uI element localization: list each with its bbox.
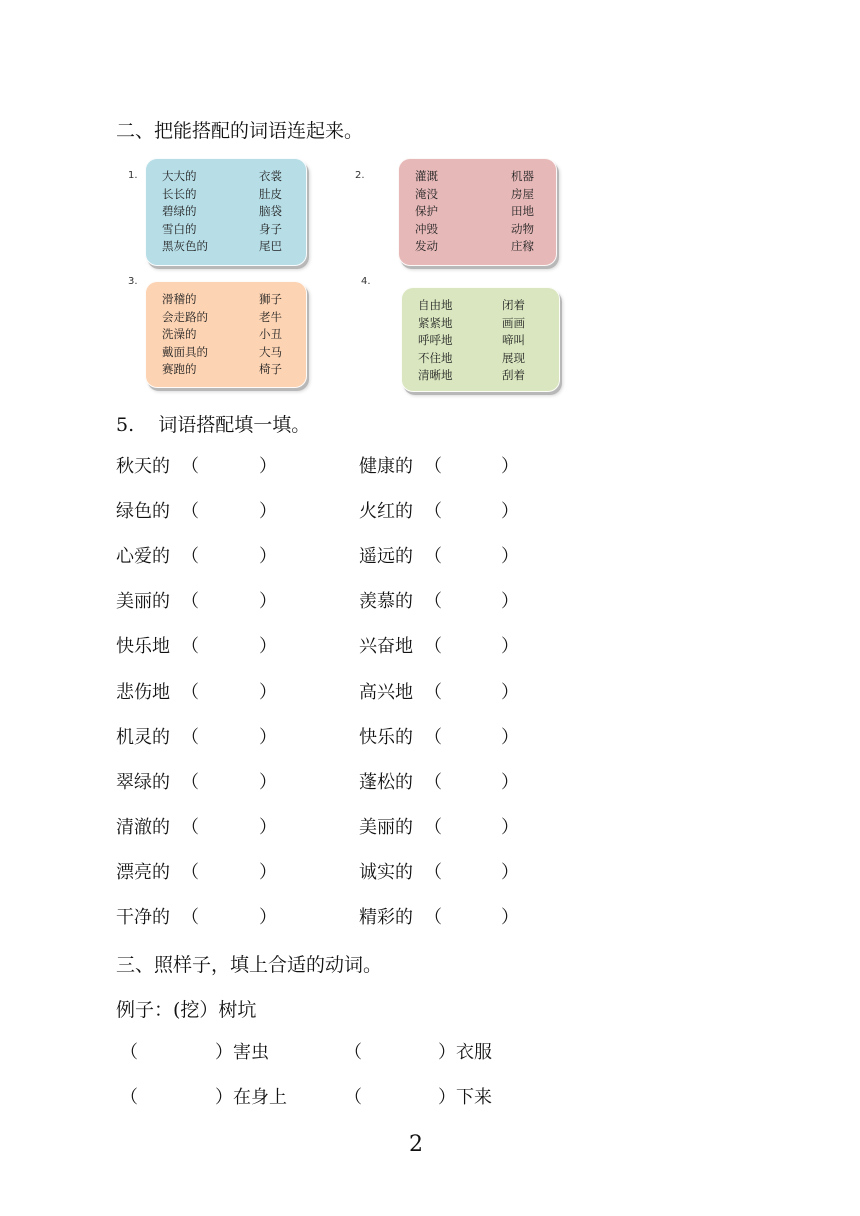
right-word: 闭着	[502, 298, 525, 312]
left-word: 紧紧地	[418, 315, 453, 330]
left-phrase: 心爱的	[116, 546, 170, 568]
right-phrase: 火红的	[359, 501, 413, 523]
right-word: 小丑	[259, 327, 282, 341]
box-row	[402, 315, 559, 332]
right-blank-close: ）	[501, 771, 519, 793]
box-3-number: 3.	[128, 276, 138, 287]
left-word: 长长的	[162, 186, 197, 201]
left-word: 碧绿的	[162, 204, 197, 218]
right-word: 机器	[511, 169, 534, 183]
section-3-heading: 三、照样子，填上合适的动词。	[116, 954, 383, 976]
left-blank-open: （	[181, 591, 199, 613]
left-word: 发动	[415, 239, 438, 253]
left-blank-close: ）	[259, 636, 277, 658]
left-word: 洗澡的	[162, 327, 197, 341]
left-blank-close: ）	[259, 726, 277, 748]
box-row	[146, 326, 306, 343]
right-word: 庄稼	[511, 239, 534, 253]
right-word: 衣裳	[259, 169, 282, 183]
left-phrase: 美丽的	[116, 591, 170, 613]
right-blank-open: （	[424, 726, 442, 748]
right-blank-close: ）	[501, 816, 519, 838]
left-phrase: 干净的	[116, 907, 170, 928]
fill-row	[116, 678, 536, 704]
box-row	[399, 238, 556, 255]
left-target: ）在身上	[215, 1087, 287, 1108]
right-blank-open: （	[424, 456, 442, 477]
right-word: 脑袋	[259, 204, 282, 218]
right-blank-close: ）	[501, 546, 519, 568]
right-word: 动物	[511, 221, 534, 236]
left-word: 呼呼地	[418, 333, 453, 347]
left-phrase: 机灵的	[116, 726, 170, 748]
box-row	[146, 361, 306, 378]
right-target: ）衣服	[438, 1042, 492, 1063]
left-blank-close: ）	[259, 816, 277, 838]
box-row	[399, 186, 556, 203]
fill-row	[116, 587, 536, 613]
left-word: 会走路的	[162, 309, 208, 324]
section-5-heading: 5. 词语搭配填一填。	[116, 414, 311, 436]
right-blank-close: ）	[501, 907, 519, 928]
right-phrase: 遥远的	[359, 546, 413, 568]
left-blank-close: ）	[259, 771, 277, 793]
left-blank-open: （	[120, 1042, 138, 1063]
right-word: 大马	[259, 344, 282, 359]
right-blank-open: （	[424, 501, 442, 523]
left-phrase: 漂亮的	[116, 861, 170, 883]
box-2-number: 2.	[355, 170, 365, 181]
matching-box-3	[145, 281, 307, 388]
verb-row	[116, 1083, 536, 1109]
right-blank-open: （	[424, 771, 442, 793]
fill-row	[116, 452, 536, 478]
box-row	[399, 221, 556, 238]
right-blank-open: （	[424, 816, 442, 838]
fill-row	[116, 723, 536, 749]
left-blank-open: （	[181, 546, 199, 568]
right-blank-open: （	[344, 1042, 362, 1063]
example-line: 例子：(挖）树坑	[116, 999, 257, 1021]
right-blank-open: （	[424, 681, 442, 703]
right-phrase: 精彩的	[359, 907, 413, 928]
box-row	[146, 168, 306, 185]
page-number: 2	[409, 1132, 423, 1157]
left-word: 保护	[415, 204, 438, 218]
box-4-number: 4.	[361, 276, 371, 287]
left-phrase: 秋天的	[116, 456, 170, 477]
right-blank-open: （	[424, 591, 442, 613]
right-phrase: 诚实的	[359, 861, 413, 883]
box-row	[146, 344, 306, 361]
right-blank-close: ）	[501, 726, 519, 748]
left-word: 戴面具的	[162, 344, 208, 359]
right-word: 展现	[502, 350, 525, 365]
box-row	[399, 168, 556, 185]
right-blank-open: （	[424, 907, 442, 928]
left-word: 冲毁	[415, 221, 438, 236]
right-blank-open: （	[424, 546, 442, 568]
left-phrase: 悲伤地	[116, 681, 170, 703]
left-blank-open: （	[181, 681, 199, 703]
fill-row	[116, 903, 536, 929]
right-word: 田地	[511, 204, 534, 218]
verb-row	[116, 1038, 536, 1064]
left-word: 灌溉	[415, 169, 438, 183]
right-phrase: 快乐的	[359, 726, 413, 748]
right-word: 椅子	[259, 362, 282, 376]
left-blank-close: ）	[259, 456, 277, 477]
right-word: 身子	[259, 221, 282, 236]
left-blank-open: （	[181, 861, 199, 883]
right-word: 房屋	[511, 186, 534, 201]
right-phrase: 羡慕的	[359, 591, 413, 613]
right-word: 尾巴	[259, 239, 282, 253]
box-row	[402, 350, 559, 367]
box-row	[402, 332, 559, 349]
right-phrase: 蓬松的	[359, 771, 413, 793]
left-blank-close: ）	[259, 907, 277, 928]
right-blank-close: ）	[501, 501, 519, 523]
box-row	[399, 203, 556, 220]
right-word: 老牛	[259, 309, 282, 324]
left-blank-close: ）	[259, 546, 277, 568]
left-word: 雪白的	[162, 221, 197, 236]
right-blank-close: ）	[501, 636, 519, 658]
right-blank-close: ）	[501, 591, 519, 613]
right-target: ）下来	[438, 1087, 492, 1108]
left-blank-open: （	[120, 1087, 138, 1108]
fill-row	[116, 858, 536, 884]
right-phrase: 健康的	[359, 456, 413, 477]
right-word: 刮着	[502, 368, 525, 382]
matching-box-1	[145, 158, 307, 266]
fill-row	[116, 768, 536, 794]
fill-row	[116, 813, 536, 839]
right-blank-close: ）	[501, 681, 519, 703]
matching-box-2	[398, 158, 557, 266]
fill-row	[116, 497, 536, 523]
left-word: 自由地	[418, 298, 453, 312]
left-word: 不住地	[418, 350, 453, 365]
right-phrase: 兴奋地	[359, 636, 413, 658]
left-word: 淹没	[415, 186, 438, 201]
matching-box-4	[401, 287, 560, 392]
box-row	[402, 367, 559, 384]
right-phrase: 美丽的	[359, 816, 413, 838]
right-blank-open: （	[344, 1087, 362, 1108]
box-row	[146, 221, 306, 238]
left-blank-close: ）	[259, 501, 277, 523]
left-phrase: 翠绿的	[116, 771, 170, 793]
left-blank-open: （	[181, 726, 199, 748]
right-blank-open: （	[424, 636, 442, 658]
left-word: 滑稽的	[162, 292, 197, 306]
box-row	[146, 291, 306, 308]
right-blank-close: ）	[501, 456, 519, 477]
left-phrase: 快乐地	[116, 636, 170, 658]
left-blank-open: （	[181, 456, 199, 477]
left-target: ）害虫	[215, 1042, 269, 1063]
left-blank-open: （	[181, 816, 199, 838]
right-word: 狮子	[259, 292, 282, 306]
left-blank-close: ）	[259, 681, 277, 703]
right-word: 啼叫	[502, 333, 525, 347]
right-word: 画画	[502, 315, 525, 330]
right-word: 肚皮	[259, 186, 282, 201]
right-phrase: 高兴地	[359, 681, 413, 703]
left-word: 清晰地	[418, 368, 453, 382]
box-row	[146, 203, 306, 220]
left-phrase: 清澈的	[116, 816, 170, 838]
box-1-number: 1.	[128, 170, 138, 181]
box-row	[146, 186, 306, 203]
left-blank-open: （	[181, 501, 199, 523]
left-word: 赛跑的	[162, 362, 197, 376]
left-phrase: 绿色的	[116, 501, 170, 523]
section-2-heading: 二、把能搭配的词语连起来。	[116, 120, 364, 142]
left-blank-close: ）	[259, 591, 277, 613]
left-blank-open: （	[181, 771, 199, 793]
right-blank-open: （	[424, 861, 442, 883]
box-row	[146, 238, 306, 255]
left-blank-open: （	[181, 636, 199, 658]
box-row	[402, 297, 559, 314]
box-row	[146, 309, 306, 326]
left-word: 黑灰色的	[162, 239, 208, 253]
left-word: 大大的	[162, 169, 197, 183]
left-blank-close: ）	[259, 861, 277, 883]
left-blank-open: （	[181, 907, 199, 928]
fill-row	[116, 632, 536, 658]
fill-row	[116, 542, 536, 568]
right-blank-close: ）	[501, 861, 519, 883]
